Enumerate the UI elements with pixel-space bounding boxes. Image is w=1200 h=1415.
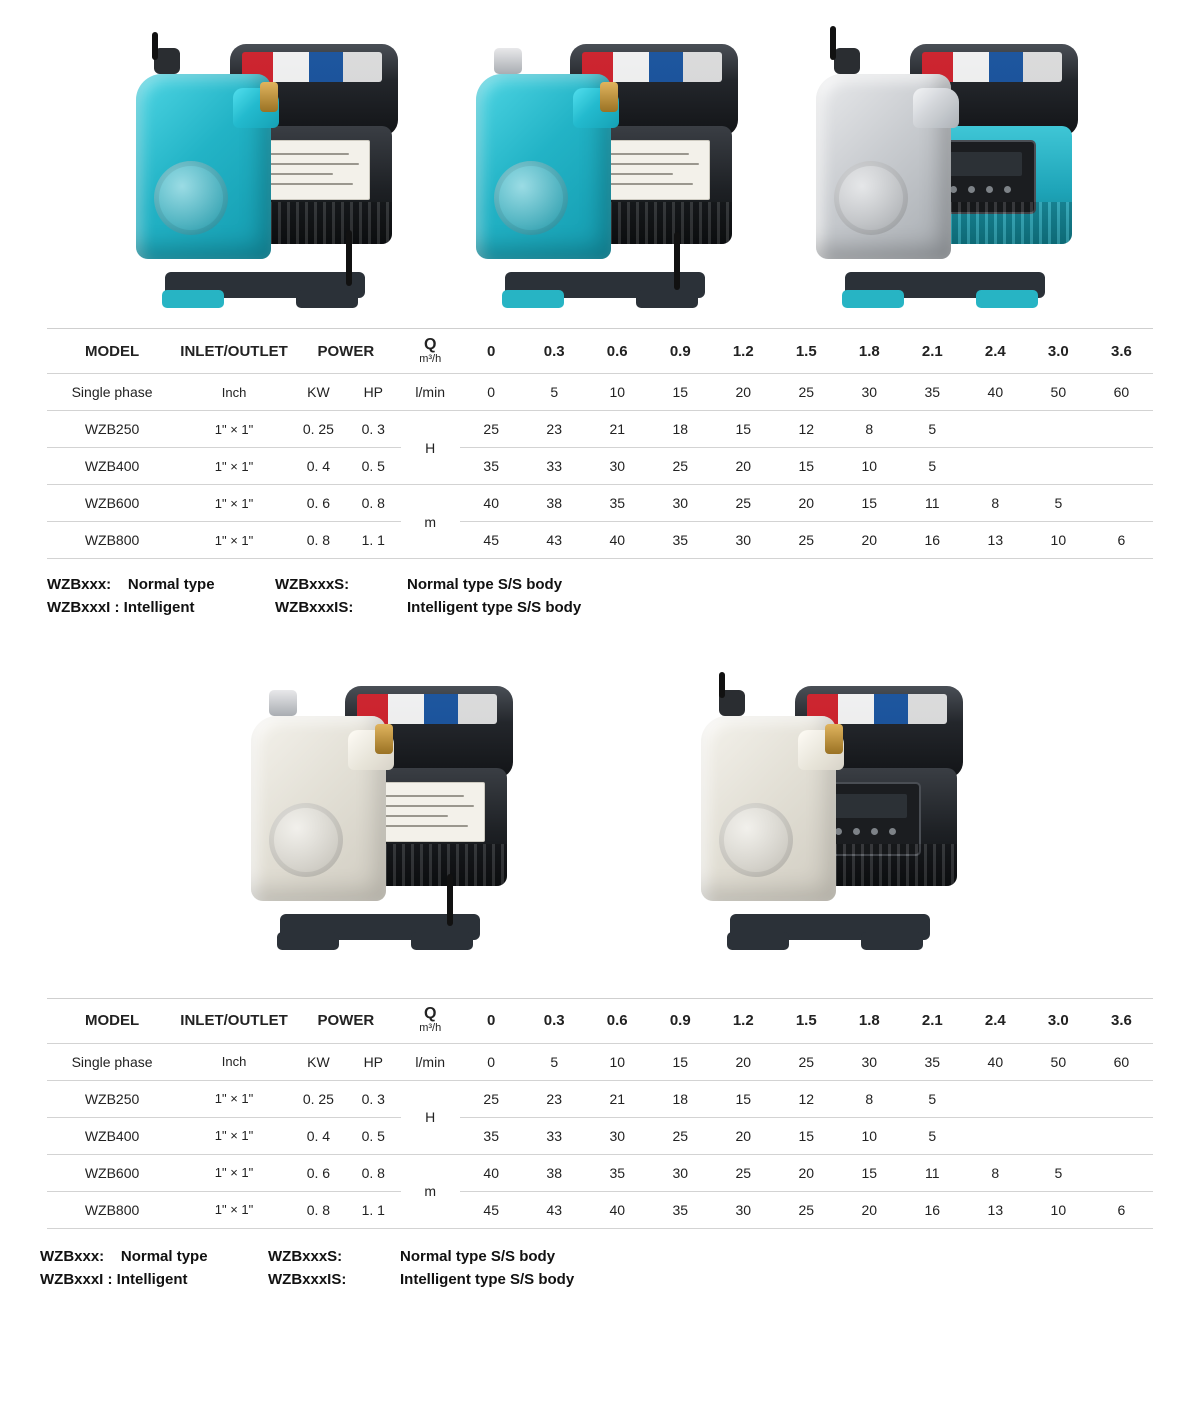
- row-inlet-outlet: 1" × 1": [177, 1080, 291, 1117]
- motor-nameplate: [371, 782, 485, 842]
- output-cable: [447, 874, 453, 926]
- row-value-10: 6: [1090, 522, 1153, 559]
- legend-code-intelligent-ss-key: WZBxxxIS:: [275, 599, 354, 617]
- header-flow-3: 0.9: [649, 329, 712, 374]
- subheader-value-3: 15: [649, 374, 712, 411]
- motor-nameplate: [256, 140, 370, 200]
- brass-fitting: [600, 82, 618, 112]
- header-q-main: Q: [423, 335, 437, 353]
- row-value-10: [1090, 485, 1153, 522]
- header-q: [401, 329, 460, 374]
- legend-code-normal: [40, 1245, 268, 1268]
- row-value-3: 35: [649, 522, 712, 559]
- row-value-5: 12: [775, 1080, 838, 1117]
- header-q-sub: m³/h: [419, 352, 442, 365]
- row-value-6: 20: [838, 522, 901, 559]
- row-kw: 0. 25: [291, 411, 346, 448]
- row-value-6: 20: [838, 1191, 901, 1228]
- legend-code-intelligent: WZBxxxI : Intelligent: [40, 1270, 188, 1288]
- row-value-7: 5: [901, 448, 964, 485]
- pump-flange: [494, 161, 568, 235]
- legend-code-normal-value: Normal type: [120, 1247, 208, 1265]
- row-value-5: 25: [775, 522, 838, 559]
- row-model: WZB600: [47, 1154, 177, 1191]
- subheader-lmin: l/min: [401, 374, 460, 411]
- row-value-10: [1090, 1080, 1153, 1117]
- legend-line-2: [40, 1268, 1160, 1291]
- header-flow-0: 0: [460, 998, 523, 1043]
- display-button: [835, 828, 842, 835]
- header-flow-10: 3.6: [1090, 998, 1153, 1043]
- row-value-9: 5: [1027, 1154, 1090, 1191]
- header-flow-7: 2.1: [901, 998, 964, 1043]
- subheader-phase: Single phase: [47, 374, 177, 411]
- row-inlet-outlet: 1" × 1": [177, 1117, 291, 1154]
- subheader-value-0: 0: [460, 1043, 523, 1080]
- legend-code-intelligent: WZBxxxI : Intelligent: [47, 599, 195, 617]
- table-row: [47, 1117, 1153, 1154]
- header-flow-8: 2.4: [964, 998, 1027, 1043]
- row-value-10: [1090, 411, 1153, 448]
- row-inlet-outlet: 1" × 1": [177, 1154, 291, 1191]
- spec-table-bottom: [47, 998, 1153, 1229]
- pressure-cap: [494, 48, 522, 74]
- row-value-3: 18: [649, 411, 712, 448]
- row-value-9: 10: [1027, 522, 1090, 559]
- row-value-5: 15: [775, 448, 838, 485]
- row-value-4: 15: [712, 411, 775, 448]
- display-button: [950, 186, 957, 193]
- table-subheader-row: [47, 1043, 1153, 1080]
- product-image-wzb-intelligent-blue: [450, 18, 750, 318]
- header-flow-10: 3.6: [1090, 329, 1153, 374]
- row-value-0: 35: [460, 1117, 523, 1154]
- row-value-3: 35: [649, 1191, 712, 1228]
- row-value-4: 25: [712, 485, 775, 522]
- row-value-7: 11: [901, 485, 964, 522]
- legend-code-normal-ss-key: WZBxxxS:: [275, 576, 350, 593]
- row-value-6: 8: [838, 1080, 901, 1117]
- pump-flange: [719, 803, 793, 877]
- header-flow-6: 1.8: [838, 998, 901, 1043]
- row-hp: 0. 5: [346, 1117, 401, 1154]
- pump-foot-left: [727, 932, 789, 950]
- legend-code-normal-value: Normal type: [127, 576, 215, 593]
- row-inlet-outlet: 1" × 1": [177, 485, 291, 522]
- row-value-0: 25: [460, 411, 523, 448]
- table-row: [47, 485, 1153, 522]
- row-model: WZB800: [47, 522, 177, 559]
- display-button: [889, 828, 896, 835]
- row-kw: 0. 25: [291, 1080, 346, 1117]
- header-flow-8: 2.4: [964, 329, 1027, 374]
- subheader-kw: KW: [291, 374, 346, 411]
- row-value-3: 30: [649, 485, 712, 522]
- row-inlet-outlet: 1" × 1": [177, 411, 291, 448]
- legend-code-normal-key: WZBxxx:: [40, 1247, 105, 1265]
- display-screen: [948, 152, 1022, 176]
- row-value-7: 5: [901, 1080, 964, 1117]
- header-flow-9: 3.0: [1027, 998, 1090, 1043]
- table-row: [47, 1191, 1153, 1228]
- row-hp: 1. 1: [346, 1191, 401, 1228]
- legend-code-normal-ss-value: Normal type S/S body: [407, 576, 563, 593]
- header-q-main: Q: [423, 1005, 437, 1023]
- row-value-1: 23: [523, 411, 586, 448]
- row-value-1: 43: [523, 1191, 586, 1228]
- subheader-value-2: 10: [586, 1043, 649, 1080]
- pump-casing: [136, 74, 271, 259]
- power-cable: [719, 672, 725, 698]
- header-inlet-outlet: INLET/OUTLET: [177, 998, 291, 1043]
- legend-top: [47, 573, 1153, 620]
- subheader-hp: HP: [346, 374, 401, 411]
- row-kw: 0. 4: [291, 448, 346, 485]
- product-image-row-bottom: [0, 620, 1200, 970]
- spec-table-top: [47, 328, 1153, 559]
- row-value-8: [964, 448, 1027, 485]
- pump-casing: [701, 716, 836, 901]
- row-kw: 0. 6: [291, 485, 346, 522]
- subheader-value-2: 10: [586, 374, 649, 411]
- table-header-row: [47, 329, 1153, 374]
- legend-line-1: [40, 1245, 1160, 1268]
- row-value-10: 6: [1090, 1191, 1153, 1228]
- legend-code-normal-ss-value: Normal type S/S body: [400, 1247, 556, 1265]
- display-button: [1004, 186, 1011, 193]
- row-value-5: 20: [775, 485, 838, 522]
- product-image-row-top: [0, 0, 1200, 328]
- subheader-value-0: 0: [460, 374, 523, 411]
- subheader-value-9: 50: [1027, 374, 1090, 411]
- row-value-6: 8: [838, 411, 901, 448]
- subheader-value-5: 25: [775, 374, 838, 411]
- row-inlet-outlet: 1" × 1": [177, 448, 291, 485]
- spec-table-bottom-wrap: [47, 998, 1153, 1229]
- head-unit-m: m: [401, 485, 460, 559]
- row-value-2: 35: [586, 485, 649, 522]
- subheader-lmin: l/min: [401, 1043, 460, 1080]
- row-value-6: 10: [838, 1117, 901, 1154]
- row-value-9: [1027, 411, 1090, 448]
- row-value-5: 12: [775, 411, 838, 448]
- subheader-value-3: 15: [649, 1043, 712, 1080]
- row-kw: 0. 8: [291, 522, 346, 559]
- row-value-7: 16: [901, 522, 964, 559]
- head-unit-h: H: [401, 411, 460, 485]
- row-value-0: 45: [460, 522, 523, 559]
- table-row: [47, 1154, 1153, 1191]
- power-cable: [830, 26, 836, 60]
- header-flow-9: 3.0: [1027, 329, 1090, 374]
- row-value-9: 5: [1027, 485, 1090, 522]
- header-flow-4: 1.2: [712, 998, 775, 1043]
- header-flow-3: 0.9: [649, 998, 712, 1043]
- legend-code-intelligent-ss-value: Intelligent type S/S body: [407, 599, 582, 617]
- table-row: [47, 448, 1153, 485]
- row-value-0: 40: [460, 485, 523, 522]
- pump-foot-left: [277, 932, 339, 950]
- row-value-7: 5: [901, 1117, 964, 1154]
- table-header-row: [47, 998, 1153, 1043]
- product-image-wzb-intelligent-ss-white: [675, 660, 975, 960]
- row-hp: 1. 1: [346, 522, 401, 559]
- pressure-cap: [834, 48, 860, 74]
- motor-nameplate: [596, 140, 710, 200]
- display-button: [853, 828, 860, 835]
- row-model: WZB400: [47, 448, 177, 485]
- row-kw: 0. 6: [291, 1154, 346, 1191]
- subheader-value-1: 5: [523, 1043, 586, 1080]
- legend-line-1: [47, 573, 1153, 596]
- row-value-9: [1027, 448, 1090, 485]
- header-flow-0: 0: [460, 329, 523, 374]
- row-value-8: [964, 1080, 1027, 1117]
- row-value-1: 38: [523, 1154, 586, 1191]
- legend-code-normal-ss-key: WZBxxxS:: [268, 1247, 343, 1265]
- row-hp: 0. 3: [346, 1080, 401, 1117]
- output-cable: [346, 230, 352, 286]
- pump-casing: [816, 74, 951, 259]
- row-value-0: 35: [460, 448, 523, 485]
- row-inlet-outlet: 1" × 1": [177, 522, 291, 559]
- row-value-7: 11: [901, 1154, 964, 1191]
- row-hp: 0. 3: [346, 411, 401, 448]
- row-value-1: 23: [523, 1080, 586, 1117]
- header-flow-6: 1.8: [838, 329, 901, 374]
- row-inlet-outlet: 1" × 1": [177, 1191, 291, 1228]
- subheader-value-7: 35: [901, 1043, 964, 1080]
- header-flow-4: 1.2: [712, 329, 775, 374]
- row-value-4: 25: [712, 1154, 775, 1191]
- row-value-6: 10: [838, 448, 901, 485]
- row-value-8: 13: [964, 1191, 1027, 1228]
- row-value-1: 33: [523, 1117, 586, 1154]
- legend-bottom: [40, 1245, 1160, 1292]
- power-cable: [152, 32, 158, 60]
- spec-table-top-wrap: [47, 328, 1153, 559]
- row-value-3: 25: [649, 1117, 712, 1154]
- table-subheader-row: [47, 374, 1153, 411]
- product-image-wzb-intelligent-ss-display: [790, 18, 1090, 318]
- row-value-4: 20: [712, 448, 775, 485]
- product-image-wzb-normal-ss-white: [225, 660, 525, 960]
- pump-foot-right: [976, 290, 1038, 308]
- subheader-value-8: 40: [964, 1043, 1027, 1080]
- row-model: WZB800: [47, 1191, 177, 1228]
- row-value-6: 15: [838, 485, 901, 522]
- brass-fitting: [260, 82, 278, 112]
- subheader-value-10: 60: [1090, 1043, 1153, 1080]
- row-model: WZB250: [47, 411, 177, 448]
- header-flow-7: 2.1: [901, 329, 964, 374]
- row-hp: 0. 5: [346, 448, 401, 485]
- display-button: [871, 828, 878, 835]
- row-hp: 0. 8: [346, 1154, 401, 1191]
- row-model: WZB600: [47, 485, 177, 522]
- legend-line-2: [47, 596, 1153, 619]
- header-flow-5: 1.5: [775, 329, 838, 374]
- row-value-2: 21: [586, 411, 649, 448]
- legend-code-normal-key: WZBxxx:: [47, 576, 112, 593]
- subheader-phase: Single phase: [47, 1043, 177, 1080]
- row-value-8: [964, 411, 1027, 448]
- output-cable: [674, 232, 680, 290]
- brass-fitting: [825, 724, 843, 754]
- subheader-value-10: 60: [1090, 374, 1153, 411]
- pump-foot-right: [296, 290, 358, 308]
- subheader-hp: HP: [346, 1043, 401, 1080]
- subheader-value-8: 40: [964, 374, 1027, 411]
- row-value-1: 43: [523, 522, 586, 559]
- brass-fitting: [375, 724, 393, 754]
- row-value-1: 38: [523, 485, 586, 522]
- row-value-3: 25: [649, 448, 712, 485]
- pump-foot-left: [842, 290, 904, 308]
- pump-foot-left: [162, 290, 224, 308]
- display-screen: [833, 794, 907, 818]
- row-value-2: 35: [586, 1154, 649, 1191]
- row-value-5: 25: [775, 1191, 838, 1228]
- header-model: MODEL: [47, 998, 177, 1043]
- row-value-3: 18: [649, 1080, 712, 1117]
- row-value-10: [1090, 448, 1153, 485]
- row-value-4: 30: [712, 1191, 775, 1228]
- header-power: POWER: [291, 329, 401, 374]
- row-value-4: 30: [712, 522, 775, 559]
- subheader-value-9: 50: [1027, 1043, 1090, 1080]
- table-row: [47, 522, 1153, 559]
- pump-casing: [251, 716, 386, 901]
- row-value-7: 5: [901, 411, 964, 448]
- pump-flange: [269, 803, 343, 877]
- header-flow-2: 0.6: [586, 998, 649, 1043]
- row-value-4: 15: [712, 1080, 775, 1117]
- display-button: [968, 186, 975, 193]
- subheader-inch: Inch: [177, 374, 291, 411]
- row-value-7: 16: [901, 1191, 964, 1228]
- pump-foot-right: [861, 932, 923, 950]
- row-value-8: 13: [964, 522, 1027, 559]
- row-value-2: 40: [586, 522, 649, 559]
- header-q: [401, 998, 460, 1043]
- subheader-value-4: 20: [712, 374, 775, 411]
- pump-foot-right: [411, 932, 473, 950]
- row-value-2: 40: [586, 1191, 649, 1228]
- row-value-9: [1027, 1080, 1090, 1117]
- legend-code-intelligent-ss-key: WZBxxxIS:: [268, 1270, 347, 1288]
- row-value-8: 8: [964, 485, 1027, 522]
- row-value-10: [1090, 1154, 1153, 1191]
- product-image-wzb-normal-blue: [110, 18, 410, 318]
- row-value-6: 15: [838, 1154, 901, 1191]
- head-unit-h: H: [401, 1080, 460, 1154]
- row-value-2: 30: [586, 448, 649, 485]
- pump-inlet-port: [913, 88, 959, 128]
- row-kw: 0. 4: [291, 1117, 346, 1154]
- header-q-sub: m³/h: [419, 1022, 442, 1035]
- header-power: POWER: [291, 998, 401, 1043]
- row-value-5: 15: [775, 1117, 838, 1154]
- subheader-kw: KW: [291, 1043, 346, 1080]
- legend-code-intelligent-ss-value: Intelligent type S/S body: [400, 1270, 575, 1288]
- row-hp: 0. 8: [346, 485, 401, 522]
- pump-foot-left: [502, 290, 564, 308]
- subheader-inch: Inch: [177, 1043, 291, 1080]
- header-flow-1: 0.3: [523, 329, 586, 374]
- pump-flange: [834, 161, 908, 235]
- row-value-9: [1027, 1117, 1090, 1154]
- row-value-2: 21: [586, 1080, 649, 1117]
- row-value-0: 25: [460, 1080, 523, 1117]
- row-value-2: 30: [586, 1117, 649, 1154]
- row-value-8: [964, 1117, 1027, 1154]
- row-value-8: 8: [964, 1154, 1027, 1191]
- row-value-0: 40: [460, 1154, 523, 1191]
- display-button: [986, 186, 993, 193]
- table-row: [47, 1080, 1153, 1117]
- subheader-value-6: 30: [838, 1043, 901, 1080]
- row-value-4: 20: [712, 1117, 775, 1154]
- subheader-value-6: 30: [838, 374, 901, 411]
- subheader-value-4: 20: [712, 1043, 775, 1080]
- row-model: WZB250: [47, 1080, 177, 1117]
- subheader-value-1: 5: [523, 374, 586, 411]
- header-model: MODEL: [47, 329, 177, 374]
- row-value-0: 45: [460, 1191, 523, 1228]
- pump-foot-right: [636, 290, 698, 308]
- row-value-1: 33: [523, 448, 586, 485]
- pump-flange: [154, 161, 228, 235]
- row-value-10: [1090, 1117, 1153, 1154]
- pressure-cap: [269, 690, 297, 716]
- legend-code-normal: [47, 573, 275, 596]
- table-row: [47, 411, 1153, 448]
- header-inlet-outlet: INLET/OUTLET: [177, 329, 291, 374]
- row-kw: 0. 8: [291, 1191, 346, 1228]
- pump-casing: [476, 74, 611, 259]
- subheader-value-7: 35: [901, 374, 964, 411]
- row-value-9: 10: [1027, 1191, 1090, 1228]
- header-flow-2: 0.6: [586, 329, 649, 374]
- row-value-3: 30: [649, 1154, 712, 1191]
- row-value-5: 20: [775, 1154, 838, 1191]
- header-flow-1: 0.3: [523, 998, 586, 1043]
- head-unit-m: m: [401, 1154, 460, 1228]
- header-flow-5: 1.5: [775, 998, 838, 1043]
- subheader-value-5: 25: [775, 1043, 838, 1080]
- row-model: WZB400: [47, 1117, 177, 1154]
